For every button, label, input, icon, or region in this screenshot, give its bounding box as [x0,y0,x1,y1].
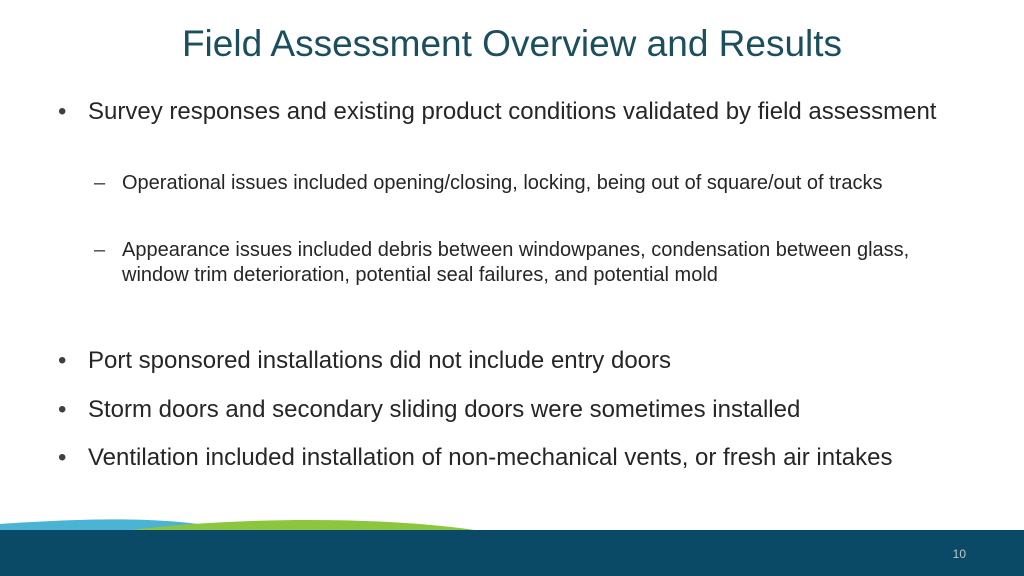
sub-bullet-item [94,171,972,196]
slide-title: Field Assessment Overview and Results [181,23,843,64]
bullet-marker: • [58,98,67,125]
bullet-item [58,394,968,425]
footer-band [0,530,1024,576]
bullet-text: Storm doors and secondary sliding doors were sometimes installed [88,396,801,423]
bullet-item [58,442,968,473]
page-number: 10 [952,547,966,561]
bullet-text: Survey responses and existing product conditions validated by field assessment [88,98,937,125]
bullet-item [58,96,968,127]
footer-wave-band [0,510,1024,576]
bullet-text: Ventilation included installation of non-mechanical vents, or fresh air intakes [88,444,893,471]
bullet-marker: • [58,444,67,471]
sub-bullet-text: Operational issues included opening/closing, locking, being out of square/out of tracks [122,172,883,194]
bullet-marker: • [58,396,67,423]
bullet-marker: • [58,347,67,374]
bullet-text: Port sponsored installations did not include entry doors [88,347,672,374]
sub-bullet-marker: – [94,172,106,194]
sub-bullet-item [94,238,972,288]
sub-bullet-text: Appearance issues included debris between windowpanes, condensation between glass, window trim deterioration, potential seal failures, and potential mold [122,239,910,286]
bullet-item [58,345,968,376]
sub-bullet-marker: – [94,239,106,261]
